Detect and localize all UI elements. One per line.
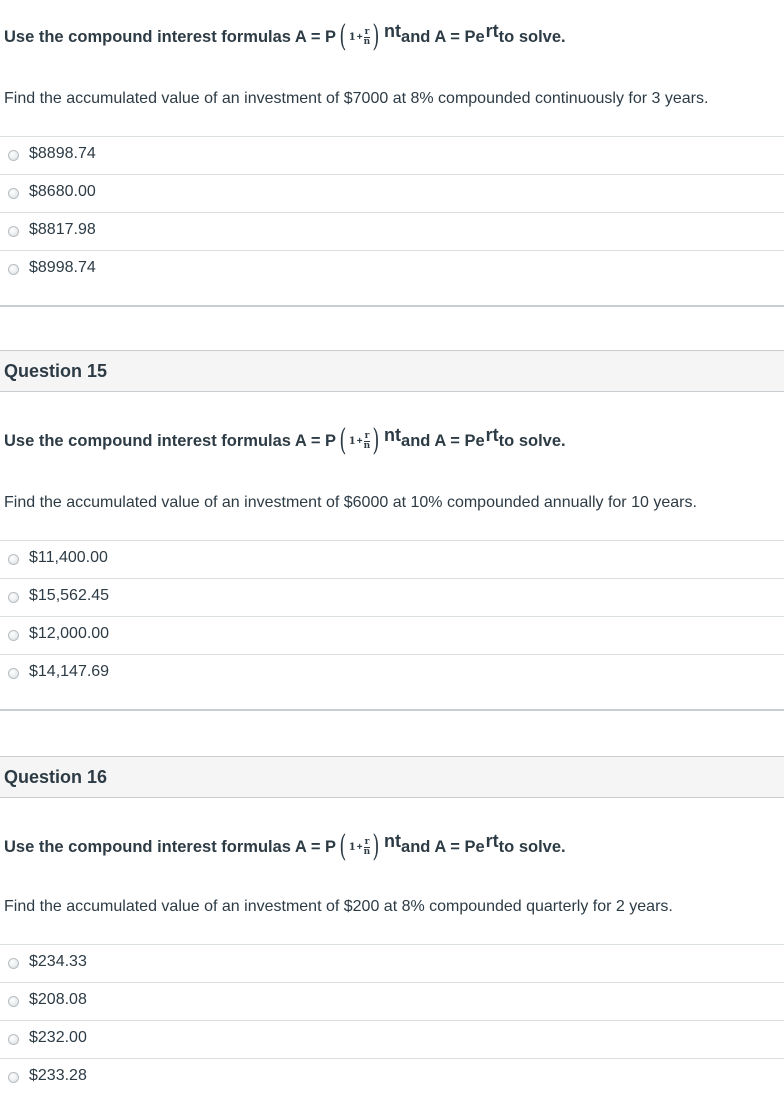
answer-option[interactable]: $14,147.69 bbox=[0, 654, 784, 692]
answer-option[interactable]: $8998.74 bbox=[0, 250, 784, 288]
compound-fraction: ( 1 + $\frac{r}{n}$ ) bbox=[339, 19, 380, 54]
radio-button[interactable] bbox=[8, 1034, 19, 1045]
radio-button[interactable] bbox=[8, 996, 19, 1007]
question-title: Question 15 bbox=[4, 361, 108, 381]
question-prompt: Find the accumulated value of an investment of $7000 at 8% compounded continuously for 3 years. bbox=[4, 90, 709, 107]
radio-button[interactable] bbox=[8, 264, 19, 275]
radio-button[interactable] bbox=[8, 630, 19, 641]
answer-option[interactable]: $234.33 bbox=[0, 944, 784, 982]
question-header bbox=[0, 350, 784, 392]
question-formula: Use the compound interest formulas A = P ( 1 + $\frac{r}{n}$ ) nt and A = Pe rt to solve. bbox=[4, 829, 566, 864]
question-divider bbox=[0, 305, 784, 307]
answer-option[interactable]: $208.08 bbox=[0, 982, 784, 1020]
radio-button[interactable] bbox=[8, 1072, 19, 1083]
question-prompt: Find the accumulated value of an investment of $200 at 8% compounded quarterly for 2 years. bbox=[4, 898, 673, 915]
radio-button[interactable] bbox=[8, 226, 19, 237]
answer-option[interactable]: $233.28 bbox=[0, 1058, 784, 1096]
answer-option[interactable]: $11,400.00 bbox=[0, 540, 784, 578]
question-formula: Use the compound interest formulas A = P ( 1 + $\frac{r}{n}$ ) nt and A = Pe rt to solve. bbox=[4, 423, 566, 458]
question-formula: Use the compound interest formulas A = P ( 1 + $\frac{r}{n}$ ) nt and A = Pe rt to solve. bbox=[4, 19, 566, 54]
radio-button[interactable] bbox=[8, 958, 19, 969]
radio-button[interactable] bbox=[8, 668, 19, 679]
compound-fraction: ( 1 + $\frac{r}{n}$ ) bbox=[339, 423, 380, 458]
question-title: Question 16 bbox=[4, 767, 108, 787]
compound-fraction: ( 1 + $\frac{r}{n}$ ) bbox=[339, 829, 380, 864]
question-divider bbox=[0, 709, 784, 711]
answer-option[interactable]: $8817.98 bbox=[0, 212, 784, 250]
answer-option[interactable]: $8680.00 bbox=[0, 174, 784, 212]
radio-button[interactable] bbox=[8, 150, 19, 161]
radio-button[interactable] bbox=[8, 554, 19, 565]
answer-option[interactable]: $15,562.45 bbox=[0, 578, 784, 616]
question-prompt: Find the accumulated value of an investment of $6000 at 10% compounded annually for 10 years. bbox=[4, 494, 697, 511]
radio-button[interactable] bbox=[8, 592, 19, 603]
answer-option[interactable]: $232.00 bbox=[0, 1020, 784, 1058]
question-header bbox=[0, 756, 784, 798]
answer-option[interactable]: $8898.74 bbox=[0, 136, 784, 174]
radio-button[interactable] bbox=[8, 188, 19, 199]
answer-option[interactable]: $12,000.00 bbox=[0, 616, 784, 654]
